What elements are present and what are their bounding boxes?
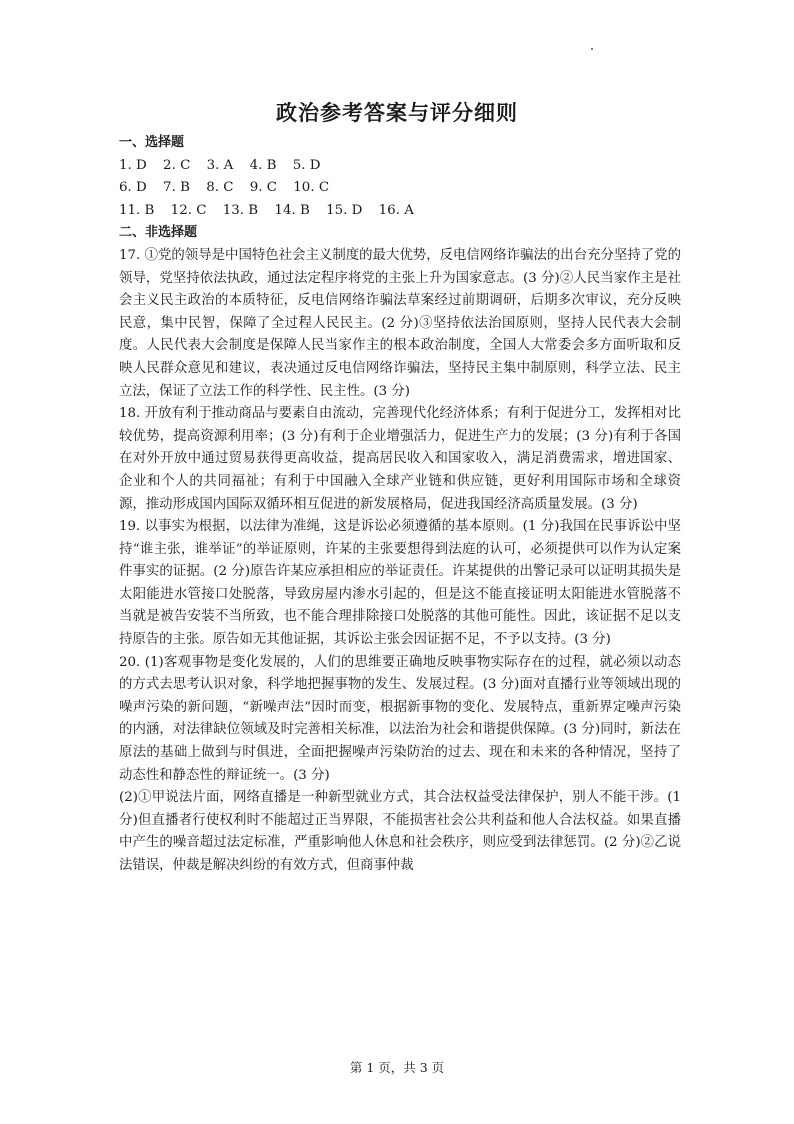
mc-answer: 16. A (378, 202, 414, 218)
mc-answer: 11. B (119, 202, 155, 218)
answer-paragraph-18: 18. 开放有利于推动商品与要素自由流动，完善现代化经济体系；有利于促进分工，发挥相对比较优势，提高资源利用率；(3 分)有利于企业增强活力，促进生产力的发展；(3 分)有利于各国在对外开放中通过贸易获得更高收益，提高居民收入和国家收入，满足消费需求，增进国家、企业和个人的共同福祉；有利于中国融入全球产业链和供应链，更好利用国际市场和全球资源，推动形成国内国际双循环相互促进的新发展格局，促进我国经济高质量发展。(3 分) (119, 406, 681, 512)
mc-answer: 8. C (206, 180, 234, 196)
mc-answer: 2. C (163, 157, 191, 173)
mc-answer-row (119, 155, 681, 178)
mc-answer: 13. B (222, 202, 259, 218)
mc-answer-row (119, 200, 681, 223)
answer-paragraph-17: 17. ①党的领导是中国特色社会主义制度的最大优势，反电信网络诈骗法的出台充分坚持了党的领导，党坚持依法执政，通过法定程序将党的主张上升为国家意志。(3 分)②人民当家作主是社会主义民主政治的本质特征，反电信网络诈骗法草案经过前期调研，后期多次审议，充分反映民意，集中民智，保障了全过程人民民主。(2 分)③坚持依法治国原则，坚持人民代表大会制度。人民代表大会制度是保障人民当家作主的根本政治制度，全国人大常委会多方面听取和反映人民群众意见和建议，表决通过反电信网络诈骗法，坚持民主集中制原则，科学立法、民主立法，保证了立法工作的科学性、民主性。(3 分) (119, 247, 681, 399)
section-heading-multiple-choice: 一、选择题 (119, 135, 185, 150)
answer-paragraph-20-2: (2)①甲说法片面，网络直播是一种新型就业方式，其合法权益受法律保护，别人不能干涉。(1 分)但直播者行使权利时不能超过正当界限，不能损害社会公共利益和他人合法权益。如果直播中产生的噪音超过法定标准，严重影响他人休息和社会秩序，则应受到法律惩罚。(2 分)②乙说法错误，仲裁是解决纠纷的有效方式，但商事仲裁 (119, 790, 681, 873)
mc-answer: 5. D (292, 157, 321, 173)
mc-answer: 4. B (249, 157, 277, 173)
mc-answer: 1. D (119, 157, 147, 173)
answer-paragraph-20-1: 20. (1)客观事物是变化发展的，人们的思维要正确地反映事物实际存在的过程，就必须以动态的方式去思考认识对象，科学地把握事物的发生、发展过程。(3 分)面对直播行业等领域出现的噪声污染的新问题，“新噪声法”因时而变，根据新事物的变化、发展特点，重新界定噪声污染的内涵，对法律缺位领域及时完善相关标准，以法治为社会和谐提供保障。(3 分)同时，新法在原法的基础上做到与时俱进，全面把握噪声污染防治的过去、现在和未来的各种情况，坚持了动态性和静态性的辩证统一。(3 分) (119, 654, 681, 783)
mc-answer: 12. C (170, 202, 207, 218)
mc-answer-row (119, 177, 681, 200)
mc-answer: 6. D (119, 180, 147, 196)
mc-answer: 10. C (293, 180, 330, 196)
answer-content (119, 132, 681, 878)
scan-dot (591, 48, 593, 50)
mc-answer: 15. D (326, 202, 363, 218)
section-heading-open-questions: 二、非选择题 (119, 225, 198, 241)
mc-answer: 14. B (274, 202, 310, 218)
mc-answer: 9. C (249, 180, 278, 196)
page-title: 政治参考答案与评分细则 (276, 101, 518, 125)
answer-paragraph-19: 19. 以事实为根据，以法律为准绳，这是诉讼必须遵循的基本原则。(1 分)我国在民事诉讼中坚持“谁主张，谁举证”的举证原则，许某的主张要想得到法庭的认可，必须提供可以作为认定案件事实的证据。(2 分)原告许某应承担相应的举证责任。许某提供的出警记录可以证明其损失是太阳能进水管接口处脱落，导致房屋内渗水引起的，但是这不能直接证明太阳能进水管脱落不当就是被告安装不当所致，也不能合理排除接口处脱落的其他可能性。因此，该证据不足以支持原告的主张。原告如无其他证据，其诉讼主张会因证据不足，不予以支持。(3 分) (119, 519, 681, 648)
page-footer: 第 1 页，共 3 页 (349, 1060, 445, 1075)
mc-answer: 7. B (163, 180, 190, 196)
mc-answer: 3. A (206, 157, 234, 173)
